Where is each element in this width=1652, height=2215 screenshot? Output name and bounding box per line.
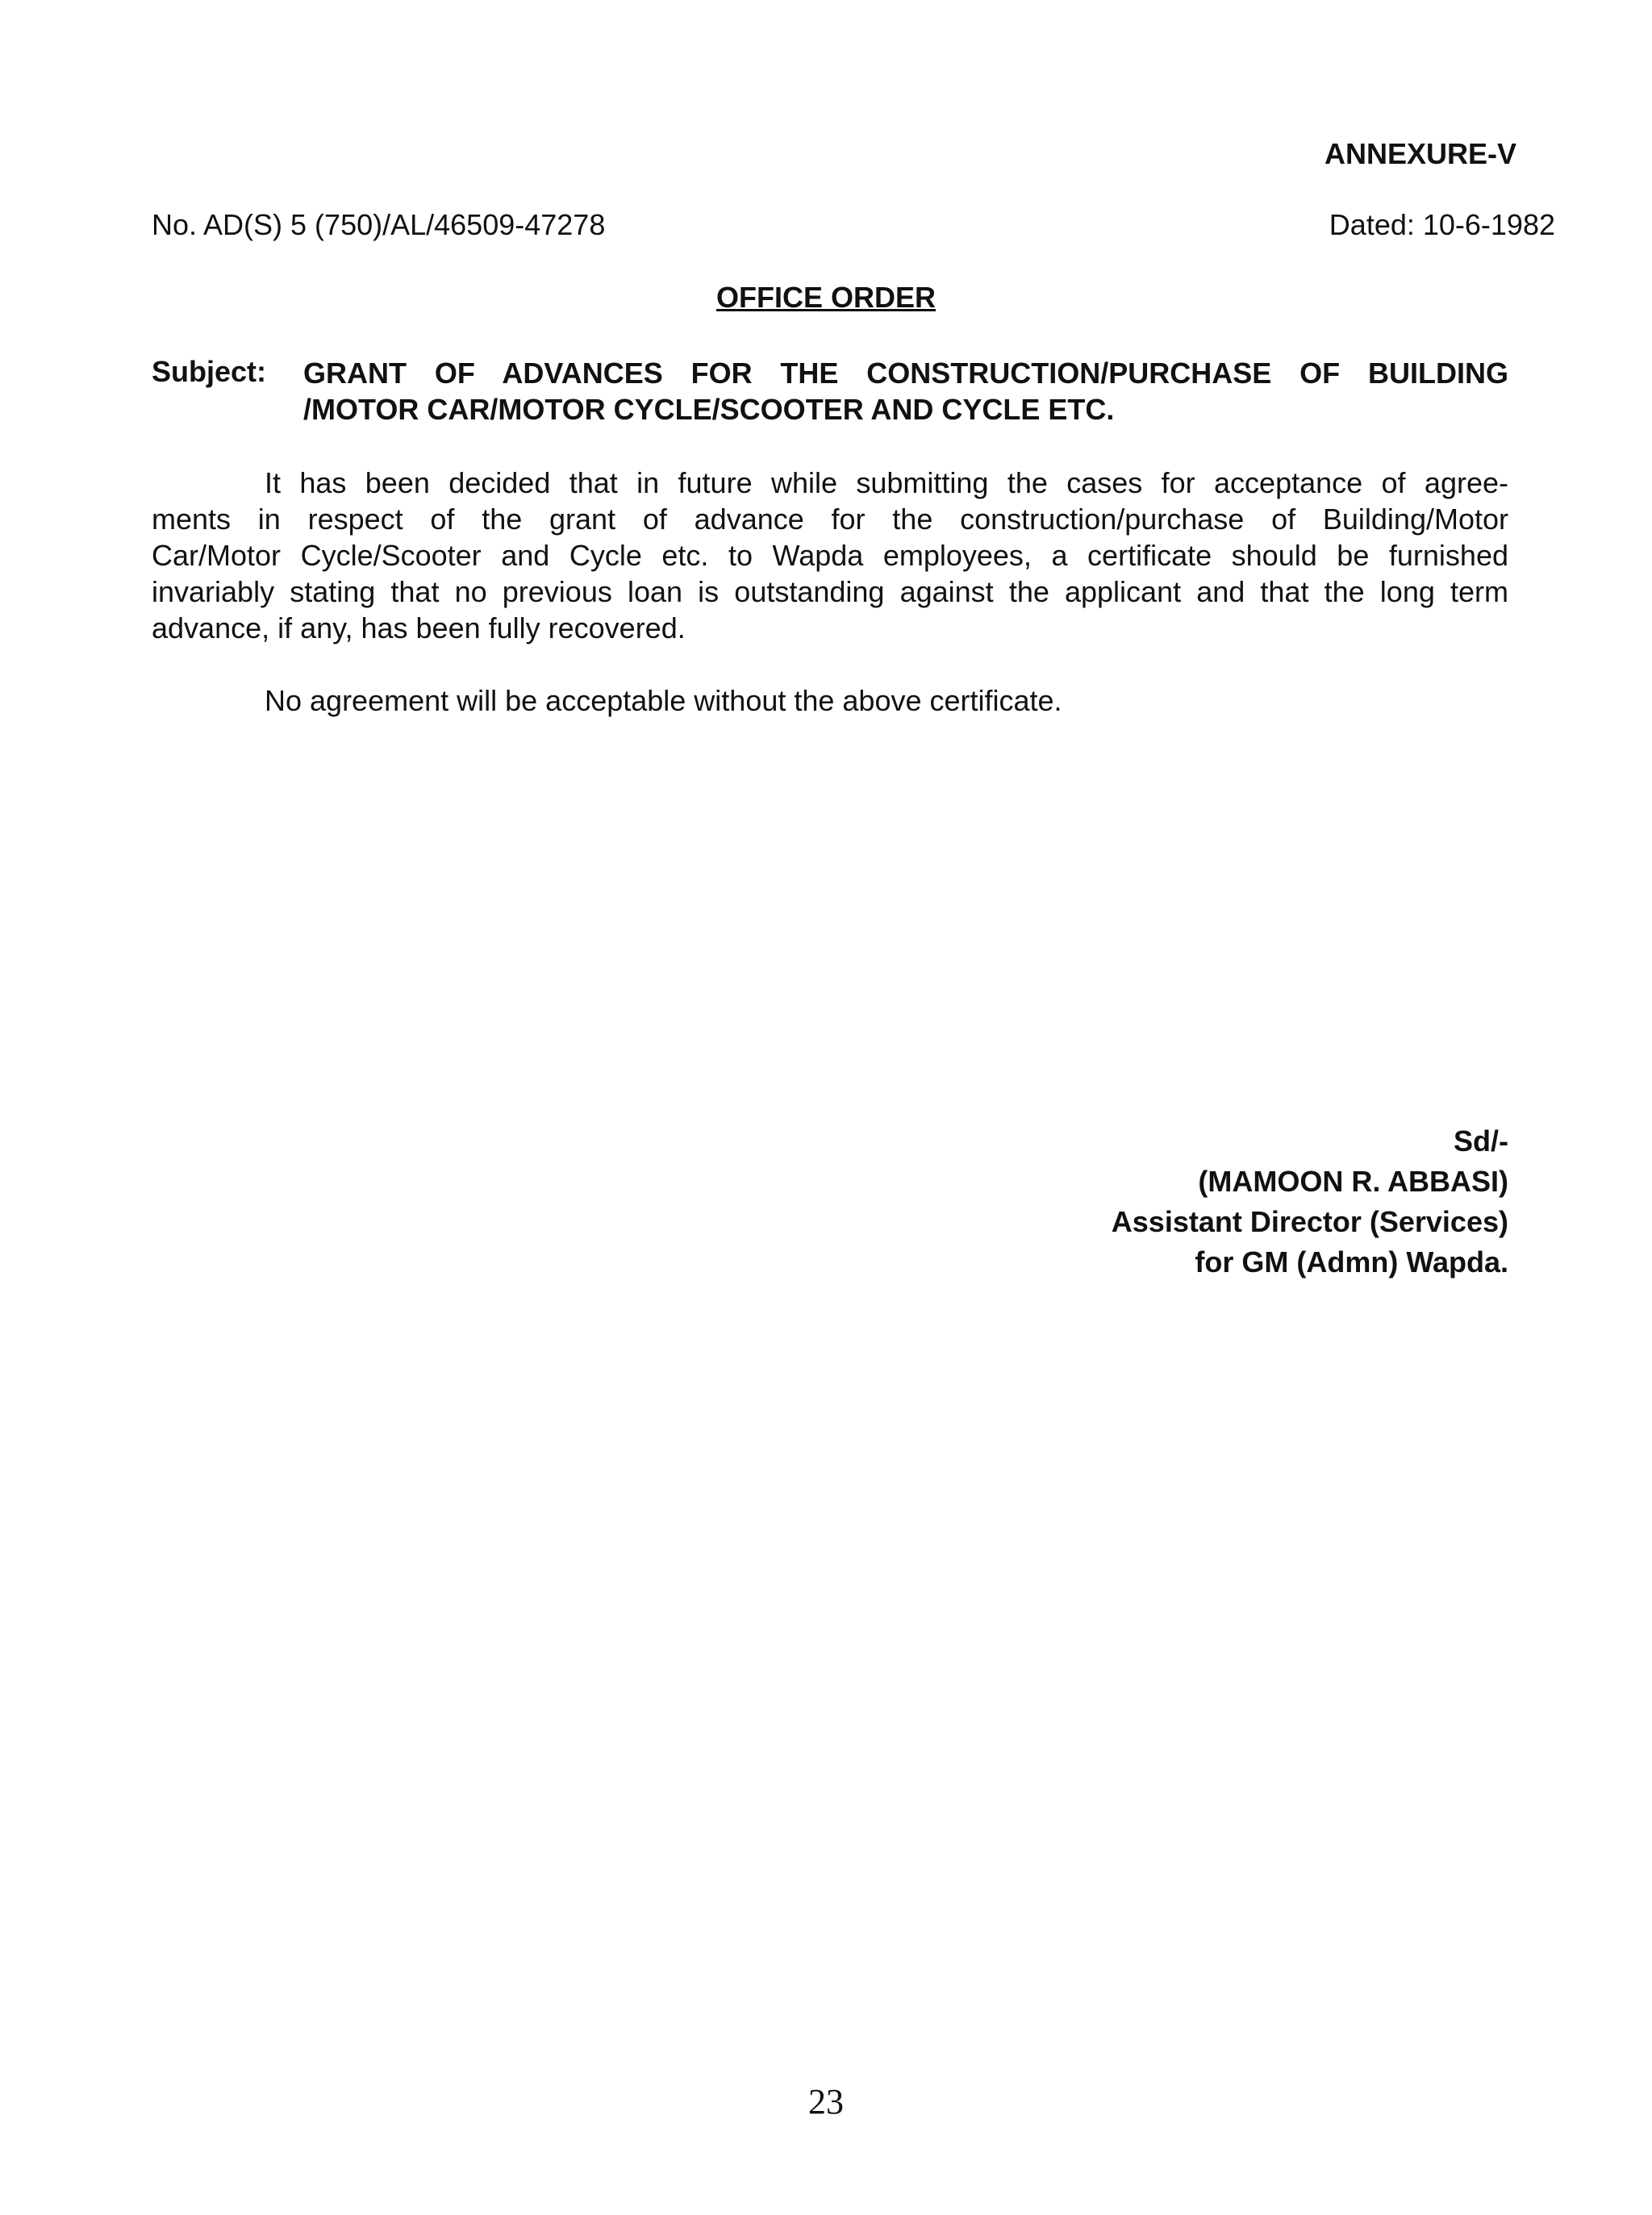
paragraph-line: It has been decided that in future while submitting the cases for acceptance of agree- [265, 466, 1508, 499]
document-title: OFFICE ORDER [715, 281, 936, 314]
subject-text [303, 355, 1508, 428]
body-paragraph-1 [152, 465, 1508, 646]
signatory-for: for GM (Admn) Wapda. [1195, 1245, 1508, 1279]
paragraph-line: advance, if any, has been fully recovered. [152, 611, 686, 644]
paragraph-line: invariably stating that no previous loan is outstanding against the applicant and that the long term [152, 575, 1508, 608]
signature-block [1112, 1121, 1508, 1283]
paragraph-line: ments in respect of the grant of advance for the construction/purchase of Building/Motor [152, 503, 1508, 536]
reference-number: No. AD(S) 5 (750)/AL/46509-47278 [152, 208, 606, 241]
page-number: 23 [808, 2082, 844, 2121]
paragraph-line: Car/Motor Cycle/Scooter and Cycle etc. to Wapda employees, a certificate should be furnished [152, 539, 1508, 572]
date-line: Dated: 10-6-1982 [1329, 208, 1555, 241]
subject-label: Subject: [152, 355, 267, 388]
annexure-label: ANNEXURE-V [1324, 137, 1516, 170]
body-paragraph-2: No agreement will be acceptable without the above certificate. [265, 684, 1062, 717]
signatory-designation: Assistant Director (Services) [1111, 1205, 1508, 1238]
signature-sd: Sd/- [1454, 1124, 1508, 1158]
signatory-name: (MAMOON R. ABBASI) [1198, 1165, 1508, 1198]
subject-line-1: GRANT OF ADVANCES FOR THE CONSTRUCTION/PURCHASE OF BUILDING [303, 357, 1508, 390]
subject-line-2: /MOTOR CAR/MOTOR CYCLE/SCOOTER AND CYCLE ETC. [303, 393, 1115, 426]
